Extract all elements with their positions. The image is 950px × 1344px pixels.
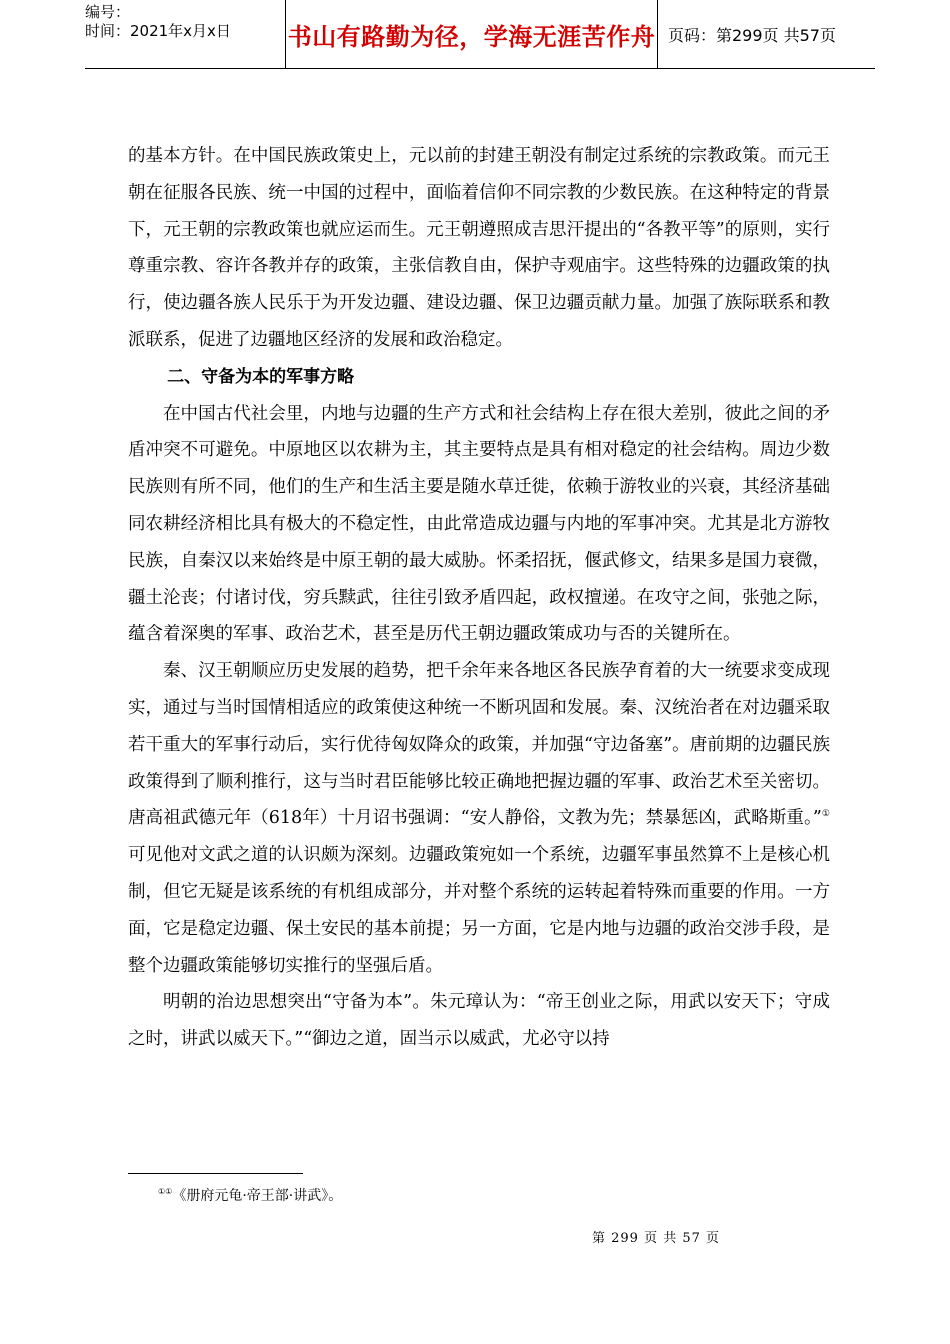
header-number-label: 编号： [85,3,131,21]
header-motto: 书山有路勤为径，学海无涯苦作舟 [286,0,658,68]
paragraph-4: 明朝的治边思想突出“守备为本”。朱元璋认为：“帝王创业之际，用武以安天下；守成之时，讲武以威天下。”“御边之道，固当示以威武，尤必守以持 [128,992,830,1050]
paragraph-1: 的基本方针。在中国民族政策史上，元以前的封建王朝没有制定过系统的宗教政策。而元王朝在征服各民族、统一中国的过程中，面临着信仰不同宗教的少数民族。在这种特定的背景下，元王朝的宗教政策也就应运而生。元王朝遵照成吉思汗提出的“各教平等”的原则，实行尊重宗教、容许各教并存的政策，主张信教自由，保护寺观庙宇。这些特殊的边疆政策的执行，使边疆各族人民乐于为开发边疆、建设边疆、保卫边疆贡献力量。加强了族际联系和教派联系，促进了边疆地区经济的发展和政治稳定。 [128,146,830,350]
paragraph-2: 在中国古代社会里，内地与边疆的生产方式和社会结构上存在很大差别，彼此之间的矛盾冲突不可避免。中原地区以农耕为主，其主要特点是具有相对稳定的社会结构。周边少数民族则有所不同，他们的生产和生活主要是随水草迁徙，依赖于游牧业的兴衰，其经济基础同农耕经济相比具有极大的不稳定性，由此常造成边疆与内地的军事冲突。尤其是北方游牧民族，自秦汉以来始终是中原王朝的最大威胁。怀柔招抚，偃武修文，结果多是国力衰微，疆土沦丧；付诸讨伐，穷兵黩武，往往引致矛盾四起，政权擅递。在攻守之间，张弛之际，蕴含着深奥的军事、政治艺术，甚至是历代王朝边疆政策成功与否的关键所在。 [128,403,830,645]
page-number: 第 299 页 共 57 页 [592,1231,721,1246]
page-header [85,0,875,69]
header-page-label: 页码：第299页 共57页 [668,25,836,45]
document-body [128,138,830,1058]
header-time-label: 时间：2021年x月x日 [85,22,231,40]
footnote-mark: ①① [158,1187,173,1196]
header-meta [85,0,286,68]
footnote-divider [128,1173,303,1174]
footnote [158,1185,342,1205]
footnote-text: 《册府元龟·帝王部·讲武》。 [172,1188,343,1204]
paragraph-3 [128,653,830,984]
paragraph-3-part-a: 秦、汉王朝顺应历史发展的趋势，把千余年来各地区各民族孕育着的大一统要求变成现实，通过与当时国情相适应的政策使这种统一不断巩固和发展。秦、汉统治者在对边疆采取若干重大的军事行动后，实行优待匈奴降众的政策，并加强“守边备塞”。唐前期的边疆民族政策得到了顺利推行，这与当时君臣能够比较正确地把握边疆的军事、政治艺术至关密切。唐高祖武德元年（618年）十月诏书强调：“安人静俗，文教为先；禁暴惩凶，武略斯重。” [128,661,830,829]
paragraph-3-part-b: 可见他对文武之道的认识颇为深刻。边疆政策宛如一个系统，边疆军事虽然算不上是核心机制，但它无疑是该系统的有机组成部分，并对整个系统的运转起着特殊而重要的作用。一方面，它是稳定边疆、保土安民的基本前提；另一方面，它是内地与边疆的政治交涉手段，是整个边疆政策能够切实推行的坚强后盾。 [128,845,830,976]
section-heading: 二、守备为本的军事方略 [167,366,355,387]
footnote-reference[interactable]: ① [821,809,830,820]
